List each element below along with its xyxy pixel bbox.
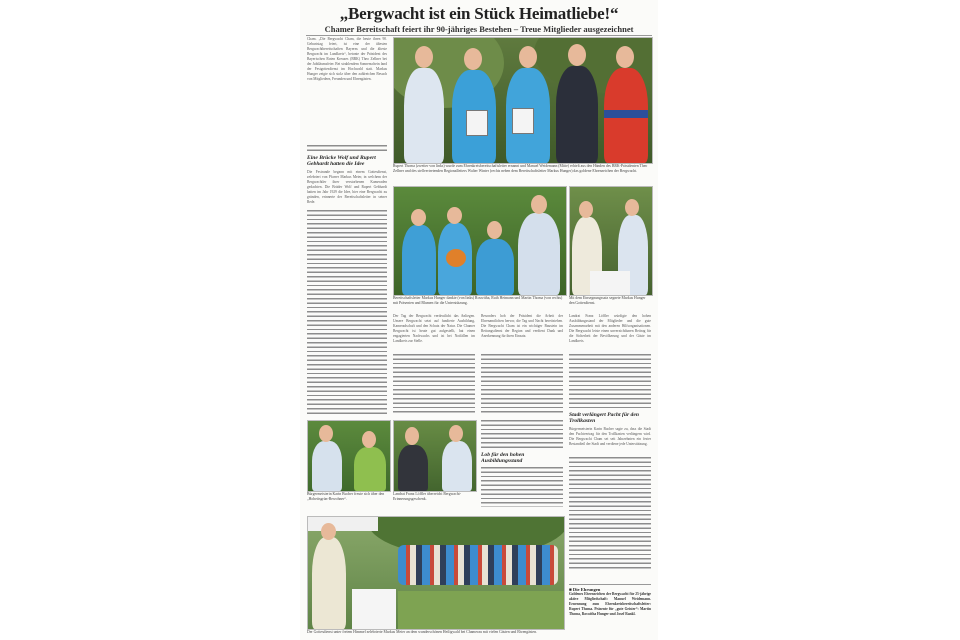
person-head [616, 46, 634, 68]
person [312, 441, 342, 491]
photo-blessing [569, 186, 653, 296]
caption-blessing: Mit dem Einsegnungssatz segnete Markus Hunger den Gottesdienst. [569, 296, 646, 305]
person [556, 66, 598, 163]
column-4 [569, 314, 651, 582]
column-2 [393, 314, 475, 414]
priest [312, 537, 346, 629]
column-1 [307, 37, 387, 417]
text-lines [569, 354, 651, 410]
caption-volunteers: Bereitschaftsleiter Markus Hunger dankte (von links) Roswitha, Ruth Heimann und Martin Thoma (von rechts) mit Präsenten und Blumen für die Unterstützung. [393, 296, 563, 305]
caption-outdoor-service: Der Gottesdienst unter freiem Himmel zelebrierte Markus Meier an dem wunderschönen Heiligwald bei Chamerau mit vielen Gästen und Ehrengästen. [307, 630, 537, 634]
text-lines [569, 457, 651, 569]
person-head [487, 221, 502, 239]
text-lines [307, 145, 387, 153]
honors-box [569, 584, 651, 639]
person-head [415, 46, 433, 68]
altar-table [352, 589, 396, 629]
photo-outdoor-service [307, 516, 565, 630]
audience-crowd [398, 545, 558, 585]
caption-handshake: Landrat Franz Löffler überreicht Bergwacht-Erinnerungsgeschenk. [393, 492, 461, 501]
column-1-paragraph: Die Festrunde begann mit einem Gottesdienst, zelebriert von Pfarrer Markus Meier, in welchem der Bergwachtler ihrer verstorbenen Kameraden gedachten. Die Brüder Wolf und Rupert Gebhardt hatten im Jahr 1929 die Idee, hier eine Bergwacht zu gründen, erinnerte der Bereitschaftsleiter in seiner Rede. [307, 169, 387, 204]
subheadline: Chamer Bereitschaft feiert ihr 90-jähriges Bestehen – Treue Mitglieder ausgezeichnet [324, 24, 634, 34]
text-lines [393, 354, 475, 414]
text-lines [481, 420, 563, 450]
column-3-lower [481, 420, 563, 510]
person [354, 447, 386, 491]
person-head [411, 209, 426, 226]
person-head [464, 48, 482, 70]
headline: „Bergwacht ist ein Stück Heimatliebe!“ [339, 4, 619, 23]
subheading-1: Eine Brücke Wolf und Rupert Gebhardt hatten die Idee [307, 155, 376, 168]
flower-bouquet [446, 249, 466, 267]
photo-volunteers [393, 186, 567, 296]
person-head [625, 199, 639, 216]
person-head [531, 195, 547, 214]
person [476, 239, 514, 295]
column-4-paragraph: Bürgermeisterin Karin Bucher sagte zu, dass die Stadt den Pachtvertrag für den Trollkasten verlängern wird. Die Bergwacht Cham sei seit Jahrzehnten ein fester Bestandteil der Stadt und verdiene jede Unterstützung. [569, 426, 651, 446]
caption-mayor: Bürgermeisterin Karin Bucher freute sich über den „Hoheitsgrün-Bewohner“. [307, 492, 385, 501]
person [402, 225, 436, 295]
lead-paragraph: Cham. „Die Bergwacht Cham, die heute ihren 90. Geburtstag feiert, ist eine der ältesten Bergwachtbereitschaften Bayerns und die älteste Bergwacht im Landkreis“, betonte der Präsident des Bayerischen Roten Kreuzes (BRK) Theo Zellner bei der Jubiläumsfeier. Bei strahlendem Sonnenschein fand der Festgottesdienst im Hochwald statt. Markus Hunger zeigte sich stolz über den zahlreichen Besuch von Mitgliedern, Freunden und Ehrengästen. [307, 37, 387, 81]
person-head [405, 427, 419, 445]
jacket-stripe [604, 110, 648, 118]
person-head [319, 425, 333, 442]
subheading-2: Lob für den hohen Ausbildungsstand [481, 452, 525, 465]
honors-box-title: ■ Die Ehrungen [569, 587, 601, 592]
text-lines [481, 354, 563, 414]
caption-honorees: Rupert Thoma (zweiter von links) wurde zum Ehrenkreisbereitschaftsleiter ernannt und Manuel Weidemann (Mitte) erhielt aus den Händen des BRK-Präsidenten Theo Zellner und des stellvertretenden Regionalleiters Walter Winter (rechts neben dem Bereitschaftsleiter Markus Hunger) das goldene Ehrenzeichen der Bergwacht. [393, 164, 648, 173]
person-head [449, 425, 463, 442]
lawn [398, 591, 564, 629]
text-lines [307, 210, 387, 417]
photo-handshake [393, 420, 477, 492]
photo-honorees [393, 37, 653, 164]
altar-table [590, 271, 630, 295]
column-3-paragraph: Besonders hob der Präsident die Arbeit der Ehrenamtlichen hervor, die Tag und Nacht bereitstehen. Die Bergwacht Cham ist ein wichtiger Baustein im Rettungsdienst der Region und verdient Dank und Anerkennung für ihren Einsatz. [481, 314, 563, 338]
tent-canopy [308, 517, 378, 531]
person-head [568, 44, 586, 66]
column-4-paragraph: Landrat Franz Löffler würdigte den hohen Ausbildungsstand der Mitglieder und die gute Zusammenarbeit mit den anderen Hilfsorganisationen. Die Bergwacht leiste einen unverzichtbaren Beitrag für die Sicherheit der Bevölkerung und der Gäste im Landkreis. [569, 314, 651, 343]
person-head [579, 201, 593, 218]
person [518, 213, 560, 295]
column-2-paragraph: Der Tag der Bergwacht verdeutlicht das Anliegen. Unsere Bergwacht setzt auf fundierte Ausbildung, Kameradschaft und den Schutz der Natur. Die Chamer Bergwacht ist heute gut aufgestellt, hat einen engagierten Nachwuchs und ist bei Notfällen im Landkreis zur Stelle. [393, 314, 475, 343]
person-head [362, 431, 376, 448]
person-head [519, 46, 537, 68]
person-head [321, 523, 336, 540]
newspaper-page [300, 0, 658, 640]
honors-box-text: Goldenes Ehrenzeichen der Bergwacht für 25-jährige aktive Mitgliedschaft: Manuel Weidemann. Ernennung zum Ehrenkreisbereitschaftsleiter: Rupert Thoma. Präsente für „gute Geister“: Martin Thoma, Roswitha Hunger und Josef Rankl. [569, 592, 651, 616]
photo-mayor [307, 420, 391, 492]
person [442, 441, 472, 491]
text-lines [481, 467, 563, 507]
person [398, 445, 428, 491]
certificate [512, 108, 534, 134]
column-3 [481, 314, 563, 414]
certificate [466, 110, 488, 136]
person [404, 68, 444, 163]
person-head [447, 207, 462, 224]
headline-divider [306, 35, 652, 36]
subheading-3: Stadt verlängert Pacht für den Trollkasten [569, 412, 639, 425]
